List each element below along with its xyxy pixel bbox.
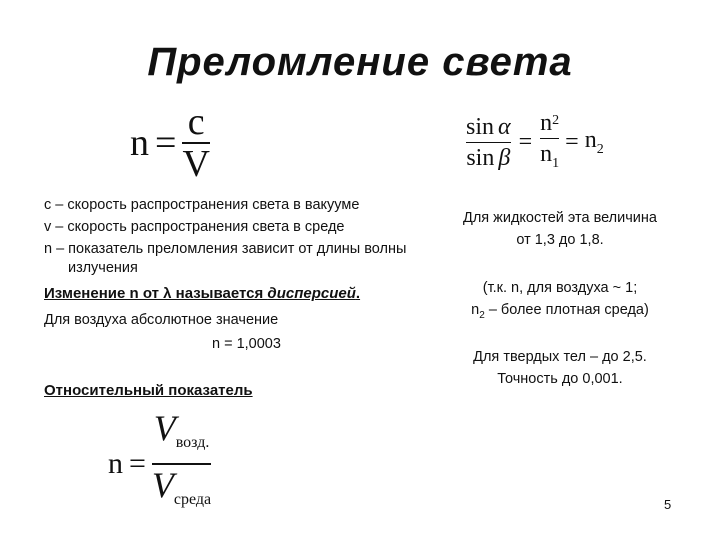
solids-block xyxy=(440,348,680,389)
relative-fraction xyxy=(152,408,211,520)
definition-n-cont: излучения xyxy=(68,260,138,276)
definition-v: v – скорость распространения света в среде xyxy=(44,219,345,235)
formula-relative-index xyxy=(108,408,211,520)
formula-lhs: n xyxy=(130,122,149,164)
relative-equals: = xyxy=(129,447,146,480)
formula-snell xyxy=(466,106,604,179)
formula-refractive-index xyxy=(130,102,210,184)
dispersion-tail: . xyxy=(355,285,361,302)
relative-heading: Относительный показатель xyxy=(44,382,253,399)
formula-numerator: c xyxy=(187,101,205,143)
formula-denominator: V xyxy=(182,143,210,185)
note-line-1: (т.к. n, для воздуха ~ 1; xyxy=(482,280,638,296)
solids-line-2: Точность до 0,001. xyxy=(497,371,623,387)
snell-n1-denominator: $n_1$ xyxy=(540,141,560,171)
liquids-block xyxy=(440,209,680,250)
liquids-line-1: Для жидкостей эта величина xyxy=(463,210,657,226)
dispersion-term: дисперсией xyxy=(267,285,356,302)
relative-numerator: $V_{возд.}$ xyxy=(153,408,210,451)
air-line-2: n = 1,0003 xyxy=(212,336,281,352)
air-value-block xyxy=(44,311,364,354)
definition-n: n – показатель преломления зависит от длины волны xyxy=(44,241,407,257)
snell-equals-2: = xyxy=(565,128,579,155)
snell-numerator: sin α xyxy=(466,113,511,140)
snell-denominator: sin β xyxy=(466,144,511,171)
snell-fraction-n xyxy=(540,106,559,179)
formula-equals: = xyxy=(155,122,177,164)
page-number: 5 xyxy=(664,497,672,512)
relative-denominator: $V_{среда}$ xyxy=(151,465,212,508)
snell-equals-1: = xyxy=(518,128,533,155)
relative-lhs: n xyxy=(108,447,123,480)
page-title: Преломление света xyxy=(147,40,573,84)
liquids-line-2: от 1,3 до 1,8. xyxy=(516,232,604,248)
snell-fraction-sin xyxy=(466,112,511,173)
definitions-block xyxy=(44,196,444,278)
snell-rhs: $n_2$ xyxy=(584,127,604,157)
formula-fraction xyxy=(182,102,209,184)
air-line-1: Для воздуха абсолютное значение xyxy=(44,312,279,328)
definition-c: c – скорость распространения света в вакууме xyxy=(44,197,360,213)
solids-line-1: Для твердых тел – до 2,5. xyxy=(473,349,647,365)
note-block xyxy=(440,279,680,325)
snell-n2-numerator: $n_2$ xyxy=(540,110,560,136)
dispersion-statement xyxy=(44,285,360,302)
dispersion-lead: Изменение n от λ называется xyxy=(44,285,268,302)
note-line-2: $n_2$ – более плотная среда) xyxy=(471,302,649,321)
